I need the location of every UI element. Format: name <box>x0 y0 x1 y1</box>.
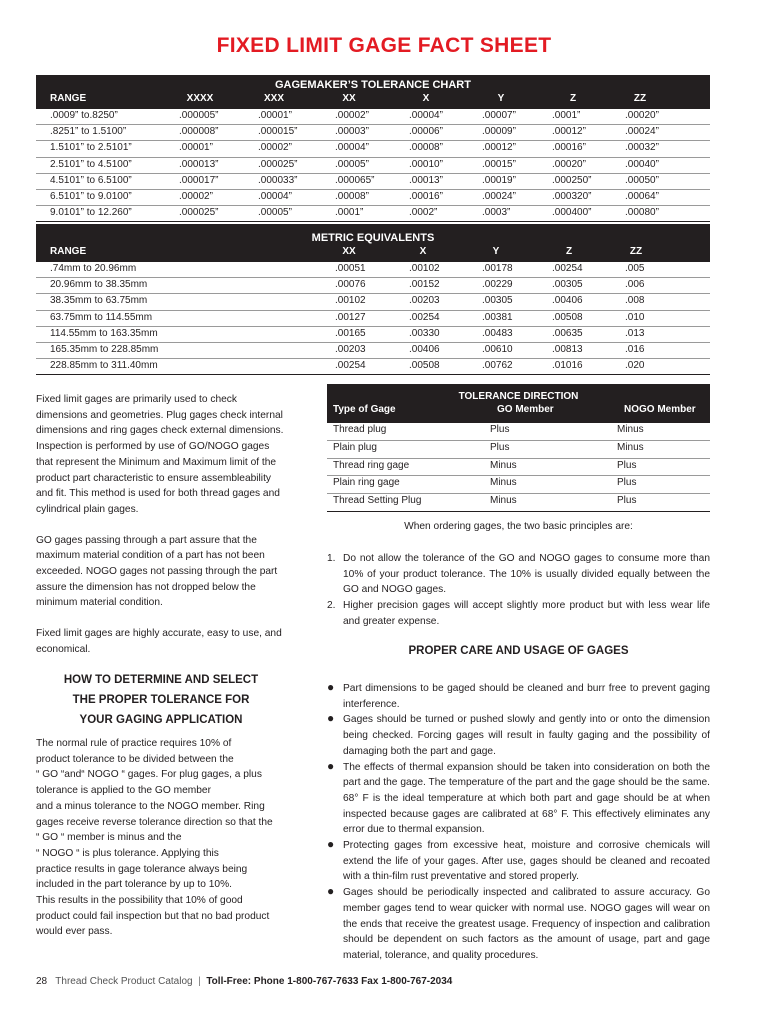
table-cell: .00005” <box>258 207 292 219</box>
table-cell: .000005” <box>179 110 219 121</box>
table-cell: Minus <box>490 495 517 507</box>
footer-divider: | <box>198 976 201 987</box>
care-bullet: ● The effects of thermal expansion should be taken into consideration on both the part and the gage. The temperature of the part and the gage should be the same. 68° F is the ideal temperature at which both part and gage should be at when inspected because gages are calibrated at 68° F. This effectively eliminates any error due to thermal expansion. <box>327 760 710 839</box>
table-cell: .013 <box>625 327 645 339</box>
table-cell: .000013” <box>179 158 219 170</box>
table-cell: Thread ring gage <box>333 459 410 471</box>
table-cell: Plus <box>617 477 637 489</box>
table-cell: Plain ring gage <box>333 477 400 489</box>
table-cell: .00330 <box>409 327 440 339</box>
tolerance-direction-header <box>327 404 710 418</box>
table-cell: .000008” <box>179 126 219 138</box>
table-cell: .005 <box>625 263 645 274</box>
column-header: GO Member <box>497 404 554 415</box>
tolerance-direction-body <box>327 423 710 512</box>
table-cell: .00203 <box>409 295 440 307</box>
table-cell: .00635 <box>552 327 583 339</box>
table-cell: .000025” <box>179 207 219 219</box>
table-row <box>327 458 710 476</box>
care-list <box>327 681 710 964</box>
table-cell: .00610 <box>482 343 513 355</box>
ordering-item-number: 2. <box>327 600 336 612</box>
table-cell: 114.55mm to 163.35mm <box>50 327 158 339</box>
table-cell: .000033” <box>258 174 298 186</box>
table-cell: .00064” <box>625 190 659 202</box>
table-cell: .00001” <box>179 142 213 154</box>
table-cell: Plus <box>617 495 637 507</box>
table-cell: .00002” <box>335 110 369 121</box>
intro-paragraph-2: GO gages passing through a part assure that the maximum material condition of a part has not been exceeded. NOGO gages not passing through the part assure the dimension has not dropped below the minimum material condition. <box>36 534 278 609</box>
column-header: X <box>422 93 430 104</box>
table-cell: .00020” <box>625 110 659 121</box>
table-cell: .00024” <box>625 126 659 138</box>
table-row <box>36 294 710 310</box>
table-row <box>36 278 710 294</box>
table-cell: .000015” <box>258 126 298 138</box>
table-cell: 165.35mm to 228.85mm <box>50 343 159 355</box>
table-cell: .00406 <box>409 343 440 355</box>
metric-table-header <box>36 246 710 260</box>
column-header: X <box>419 246 427 257</box>
table-row <box>36 326 710 342</box>
table-cell: .00508 <box>552 311 583 323</box>
table-cell: .00127 <box>335 311 366 323</box>
table-row <box>327 440 710 458</box>
tolerance-direction-table <box>327 384 710 512</box>
table-cell: .000025” <box>258 158 298 170</box>
table-cell: .00013” <box>409 174 443 186</box>
table-cell: .010 <box>625 311 645 323</box>
table-row <box>327 494 710 512</box>
table-cell: 6.5101” to 9.0100” <box>50 190 132 202</box>
table-cell: .00406 <box>552 295 583 307</box>
table-cell: Thread Setting Plug <box>333 495 422 507</box>
table-cell: .00007” <box>482 110 516 121</box>
table-cell: .00508 <box>409 360 440 372</box>
table-cell: .00178 <box>482 263 513 274</box>
table-cell: .00010” <box>409 158 443 170</box>
care-bullet: ● Gages should be periodically inspected and calibrated to assure accuracy. Go member gages tend to wear quicker with normal use. NOGO gages will wear on the ends that receive the greatest usage. Frequency of inspection and calibration should be dependent on such factors as the amount of usage, part and gage material, tolerance, and quality procedures. <box>327 885 710 964</box>
column-header: Type of Gage <box>333 404 396 415</box>
column-header: Z <box>565 246 573 257</box>
catalog-name: Thread Check Product Catalog <box>55 976 193 987</box>
table-cell: .000320” <box>552 190 592 202</box>
table-cell: 1.5101” to 2.5101” <box>50 142 132 154</box>
table-cell: .00024” <box>482 190 516 202</box>
table-cell: .00229 <box>482 279 513 291</box>
column-header: XXX <box>263 93 284 104</box>
column-header: Z <box>569 93 577 104</box>
table-cell: .00254 <box>409 311 440 323</box>
column-header: XXXX <box>186 93 214 104</box>
table-cell: .00080” <box>625 207 659 219</box>
table-cell: .000017” <box>179 174 219 186</box>
table-cell: 63.75mm to 114.55mm <box>50 311 153 323</box>
howto-line: practice results in gage tolerance always being <box>36 863 248 875</box>
column-header: RANGE <box>50 93 87 104</box>
howto-line: and a minus tolerance to the NOGO member. Ring <box>36 800 265 812</box>
table-cell: .00102 <box>409 263 440 274</box>
table-cell: .00019” <box>482 174 516 186</box>
table-cell: .00050” <box>625 174 659 186</box>
column-header: Y <box>497 93 505 104</box>
table-row <box>36 173 710 189</box>
care-bullet: ● Protecting gages from excessive heat, moisture and corrosive chemicals will extend the life of your gages. After use, gages should be cleaned and recoated with a thin-film rust preventative and stored properly. <box>327 838 710 885</box>
table-cell: .00009” <box>482 126 516 138</box>
ordering-item <box>327 551 710 598</box>
tolerance-chart-title: GAGEMAKER’S TOLERANCE CHART <box>275 79 471 91</box>
table-row <box>327 476 710 494</box>
table-cell: 4.5101” to 6.5100” <box>50 174 132 186</box>
table-cell: .00305 <box>552 279 583 291</box>
table-cell: .000250” <box>552 174 592 186</box>
table-row <box>36 342 710 358</box>
table-row <box>36 157 710 173</box>
howto-line: gages receive reverse tolerance direction so that the <box>36 816 273 828</box>
howto-line: “ GO “ member is minus and the <box>36 832 182 844</box>
table-cell: Thread plug <box>333 424 387 435</box>
table-cell: .8251” to 1.5100” <box>50 126 127 138</box>
tolerance-chart <box>36 75 710 222</box>
table-cell: .000400” <box>552 207 592 219</box>
table-cell: .020 <box>625 360 645 372</box>
table-cell: .00004” <box>258 190 292 202</box>
table-cell: 38.35mm to 63.75mm <box>50 295 148 307</box>
table-cell: .0002” <box>409 207 438 219</box>
intro-paragraph-3: Fixed limit gages are highly accurate, easy to use, and economical. <box>36 628 282 655</box>
howto-line: product tolerance to be divided between the <box>36 753 234 765</box>
howto-line: would ever pass. <box>36 926 113 938</box>
table-cell: .0001” <box>335 207 364 219</box>
table-cell: .00762 <box>482 360 513 372</box>
table-cell: .00813 <box>552 343 583 355</box>
table-cell: .00015” <box>482 158 516 170</box>
table-cell: .00012” <box>552 126 586 138</box>
table-cell: .00001” <box>258 110 292 121</box>
table-row <box>36 125 710 141</box>
table-cell: .00165 <box>335 327 366 339</box>
intro-paragraph-1: Fixed limit gages are primarily used to check dimensions and geometries. Plug gages check internal dimensions and ring gages check external dimensions. Inspection is performed by use of GO/NOGO gages that represent the Minimum and Maximum limit of the product part characteristic to ensure assembleability and fit. This method is used for both thread gages and cylindrical plain gages. <box>36 394 284 515</box>
table-cell: .00076 <box>335 279 366 291</box>
column-header: NOGO Member <box>624 404 696 415</box>
table-cell: .00032” <box>625 142 659 154</box>
table-row <box>36 189 710 205</box>
table-cell: Minus <box>490 477 517 489</box>
howto-line: product could fail inspection but that no bad product <box>36 910 270 922</box>
howto-heading-line-2: THE PROPER TOLERANCE FOR <box>72 694 250 706</box>
table-cell: Plus <box>617 459 637 471</box>
howto-heading-line-3: YOUR GAGING APPLICATION <box>79 714 243 726</box>
table-cell: .00305 <box>482 295 513 307</box>
howto-line: This results in the possibility that 10% of good <box>36 895 243 907</box>
howto-heading-line-1: HOW TO DETERMINE AND SELECT <box>63 674 259 686</box>
table-cell: .0001” <box>552 110 581 121</box>
table-cell: .00020” <box>552 158 586 170</box>
table-cell: .00203 <box>335 343 366 355</box>
howto-line: included in the part tolerance by up to 10%. <box>36 879 232 891</box>
table-cell: .00006” <box>409 126 443 138</box>
table-cell: .01016 <box>552 360 583 372</box>
table-cell: Minus <box>617 424 644 435</box>
table-cell: .00008” <box>409 142 443 154</box>
care-bullet: ● Gages should be turned or pushed slowly and gently into or onto the dimension being checked. Forcing gages will result in faulty gaging and the possibility of damaging both the part and gage. <box>327 712 710 759</box>
table-cell: 2.5101” to 4.5100” <box>50 158 132 170</box>
table-cell: .008 <box>625 295 645 307</box>
table-cell: 9.0101” to 12.260” <box>50 207 132 219</box>
table-cell: 20.96mm to 38.35mm <box>50 279 148 291</box>
ordering-intro: When ordering gages, the two basic principles are: <box>404 521 633 532</box>
table-row <box>36 141 710 157</box>
table-row <box>36 310 710 326</box>
table-cell: .00152 <box>409 279 440 291</box>
table-cell: Minus <box>617 441 644 453</box>
table-row <box>36 206 710 222</box>
table-cell: .000065” <box>335 174 375 186</box>
table-cell: .00002” <box>258 142 292 154</box>
footer <box>36 976 452 987</box>
howto-heading <box>36 670 286 730</box>
howto-line: “ NOGO “ is plus tolerance. Applying this <box>36 847 219 859</box>
column-header: RANGE <box>50 246 87 257</box>
table-cell: .0009” to.8250” <box>50 110 118 121</box>
table-cell: .00040” <box>625 158 659 170</box>
metric-table-title: METRIC EQUIVALENTS <box>311 232 435 244</box>
table-cell: Plus <box>490 424 510 435</box>
column-header: Y <box>492 246 500 257</box>
care-heading: PROPER CARE AND USAGE OF GAGES <box>408 645 629 657</box>
table-cell: Minus <box>490 459 517 471</box>
table-row <box>36 109 710 125</box>
metric-table <box>36 224 710 375</box>
table-cell: Plus <box>490 441 510 453</box>
ordering-item-text: Higher precision gages will accept slightly more product but with less wear life and greater expense. <box>343 600 710 627</box>
table-cell: .016 <box>625 343 645 355</box>
care-bullet: ● Part dimensions to be gaged should be cleaned and burr free to prevent gaging interference. <box>327 681 710 712</box>
table-row <box>327 423 710 440</box>
howto-text <box>36 736 296 940</box>
ordering-item <box>327 598 710 629</box>
table-cell: 228.85mm to 311.40mm <box>50 360 158 372</box>
column-header: ZZ <box>629 246 643 257</box>
page-number: 28 <box>36 976 48 987</box>
table-cell: .00051 <box>335 263 366 274</box>
howto-line: “ GO “and“ NOGO “ gages. For plug gages, a plus <box>36 769 262 781</box>
column-header: XX <box>342 246 356 257</box>
table-cell: .0003” <box>482 207 511 219</box>
table-row <box>36 262 710 278</box>
table-cell: .00102 <box>335 295 366 307</box>
table-cell: .74mm to 20.96mm <box>50 263 137 274</box>
table-cell: .00254 <box>335 360 366 372</box>
table-row <box>36 359 710 375</box>
table-cell: .00005” <box>335 158 369 170</box>
table-cell: .00016” <box>552 142 586 154</box>
table-cell: .00008” <box>335 190 369 202</box>
table-cell: .00002” <box>179 190 213 202</box>
page-title: FIXED LIMIT GAGE FACT SHEET <box>216 34 552 57</box>
table-cell: .00483 <box>482 327 513 339</box>
tolerance-chart-body <box>36 109 710 222</box>
table-cell: .00004” <box>335 142 369 154</box>
table-cell: .00004” <box>409 110 443 121</box>
ordering-list <box>327 551 710 630</box>
contact-info: Toll-Free: Phone 1-800-767-7633 Fax 1-800-767-2034 <box>206 976 453 987</box>
ordering-item-text: Do not allow the tolerance of the GO and NOGO gages to consume more than 10% of your product tolerance. The 10% is usually divided equally between the GO and NOGO gages. <box>343 553 710 596</box>
table-cell: .00381 <box>482 311 513 323</box>
column-header: ZZ <box>633 93 647 104</box>
table-cell: .00003” <box>335 126 369 138</box>
howto-line: The normal rule of practice requires 10% of <box>36 738 232 749</box>
howto-line: tolerance is applied to the GO member <box>36 785 211 797</box>
table-cell: .00016” <box>409 190 443 202</box>
metric-table-body <box>36 262 710 375</box>
table-cell: Plain plug <box>333 441 377 453</box>
column-header: XX <box>342 93 356 104</box>
ordering-item-number: 1. <box>327 553 336 564</box>
tolerance-chart-header <box>36 93 710 107</box>
table-cell: .00012” <box>482 142 516 154</box>
intro-text <box>36 392 286 658</box>
table-cell: .006 <box>625 279 645 291</box>
tolerance-direction-title: TOLERANCE DIRECTION <box>458 391 579 402</box>
table-cell: .00254 <box>552 263 583 274</box>
